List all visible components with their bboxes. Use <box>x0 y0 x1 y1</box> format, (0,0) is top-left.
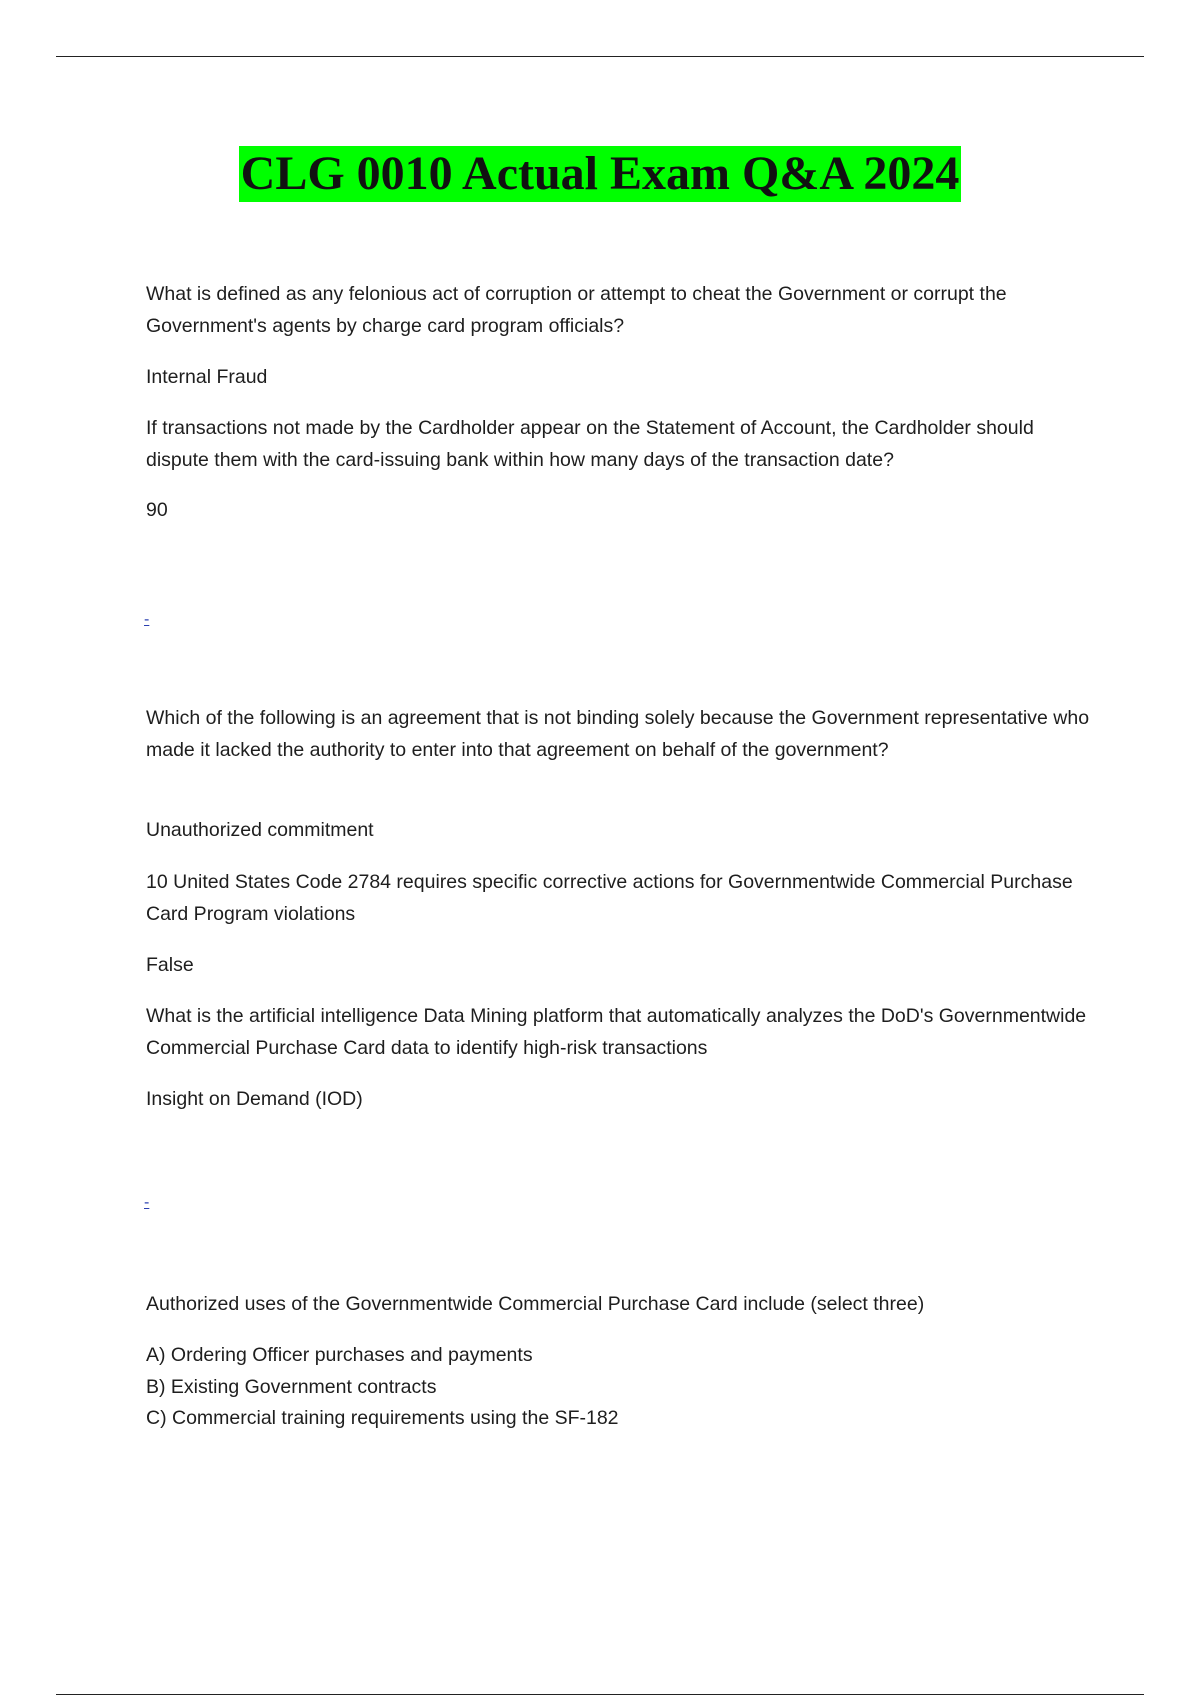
answer-option-a: A) Ordering Officer purchases and payments <box>146 1344 533 1366</box>
answer-5: Insight on Demand (IOD) <box>146 1088 363 1110</box>
question-1: What is defined as any felonious act of corruption or attempt to cheat the Government or corrupt the Government's agents by charge card program officials? <box>146 283 1007 337</box>
answer-option-c: C) Commercial training requirements using the SF-182 <box>146 1407 619 1429</box>
separator-link[interactable]: - <box>144 1194 150 1211</box>
separator-link[interactable]: - <box>144 611 150 628</box>
answer-option-b: B) Existing Government contracts <box>146 1376 437 1398</box>
question-4: 10 United States Code 2784 requires specific corrective actions for Governmentwide Commercial Purchase Card Program violations <box>146 871 1073 925</box>
question-2: If transactions not made by the Cardholder appear on the Statement of Account, the Cardholder should dispute them with the card-issuing bank within how many days of the transaction date? <box>146 417 1034 471</box>
title-container <box>0 146 1200 202</box>
answer-3: Unauthorized commitment <box>146 819 374 841</box>
answer-4: False <box>146 954 194 976</box>
question-6: Authorized uses of the Governmentwide Commercial Purchase Card include (select three) <box>146 1293 925 1315</box>
answer-2: 90 <box>146 499 168 521</box>
bottom-rule <box>56 1694 1144 1695</box>
document-title: CLG 0010 Actual Exam Q&A 2024 <box>240 147 960 200</box>
answer-1: Internal Fraud <box>146 366 268 388</box>
question-5: What is the artificial intelligence Data Mining platform that automatically analyzes the DoD's Governmentwide Commercial Purchase Card data to identify high-risk transactions <box>146 1005 1087 1059</box>
question-3: Which of the following is an agreement that is not binding solely because the Government representative who made it lacked the authority to enter into that agreement on behalf of the government? <box>146 707 1090 761</box>
top-rule <box>56 56 1144 57</box>
